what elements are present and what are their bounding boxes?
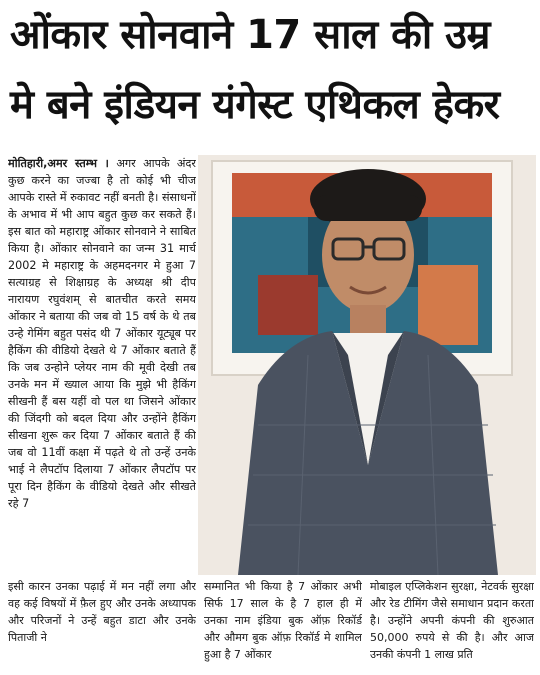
headline-line-1: ओंकार सोनवाने 17 साल की उम्र [10, 12, 490, 58]
article-dateline: मोतिहारी,अमर स्तम्भ । [8, 157, 109, 170]
article-bottom-column-3: मोबाइल एप्लिकेशन सुरक्षा, नेटवर्क सुरक्षा और रेड टीमिंग जैसे समाधान प्रदान करता है। उन्होंने अपनी कंपनी की शुरुआत 50,000 रुपये से की है। और आज उनकी कंपनी 1 लाख प्रति [370, 580, 534, 661]
headline [0, 0, 540, 150]
article-photo [198, 155, 536, 575]
article-bottom-column-1: इसी कारन उनका पढ़ाई में मन नहीं लगा और वह कई विषयों में फ़ैल हुए और उनके अध्यापक और परिजनों ने उन्हें बहुत डाटा और उनके पिताजी ने [8, 580, 196, 644]
article-left-column [8, 155, 196, 575]
article-bottom-column-2: सम्मानित भी किया है 7 ओंकार अभी सिर्फ 17 साल के है 7 हाल ही में उनका नाम इंडिया बुक ऑफ़ रिकॉर्ड और औमग बुक ऑफ़ रिकॉर्ड मे शामिल हुआ है 7 ओंकार [204, 580, 362, 661]
headline-line-2: मे बने इंडियन यंगेस्ट एथिकल हेकर [10, 82, 500, 128]
article-left-text: अगर आपके अंदर कुछ करने का जज्बा है तो कोई भी चीज आपके रास्ते में रुकावट नहीं बनती है। संसाधनों के अभाव में भी आप बहुत कुछ कर सकते हैं। इस बात को महाराष्ट्र ओंकार सोनवाने ने साबित किया है। ओंकार सोनवाने का जन्म 31 मार्च 2002 मे महाराष्ट्र के अहमदनगर मे हुआ 7 सत्याग्रह से शिक्षाग्रह के अध्यक्ष श्री दीप नारायण रघुवंशम् से बातचीत करते समय ओंकार ने बताया की जब वो 15 वर्ष के थे तब उन्हे गेमिंग बहुत पसंद थी 7 ओंकार यूट्यूब पर हैकिंग की वीडियो देखते थे 7 ओंकार बताते हैं कि जब उन्होने प्लेयर नाम की मूवी देखी तब उनके मन में ख्याल आया कि मुझे भी हैकिंग सीखनी हैं बस यहीं वो पल था जिसने ओंकार की जिंदगी को बदल दिया और उन्होंने हैकिंग सीखना शुरू कर दिया 7 ओंकार बताते हैं की जब वो 11वीं कक्षा में पढ़ते थे तो उन्हें उनके भाई ने लैपटॉप दिलाया 7 ओंकार लैपटॉप पर पूरा दिन हैकिंग के वीडियो देखते और सीखते रहे 7 [8, 157, 196, 510]
portrait-illustration [198, 155, 536, 575]
